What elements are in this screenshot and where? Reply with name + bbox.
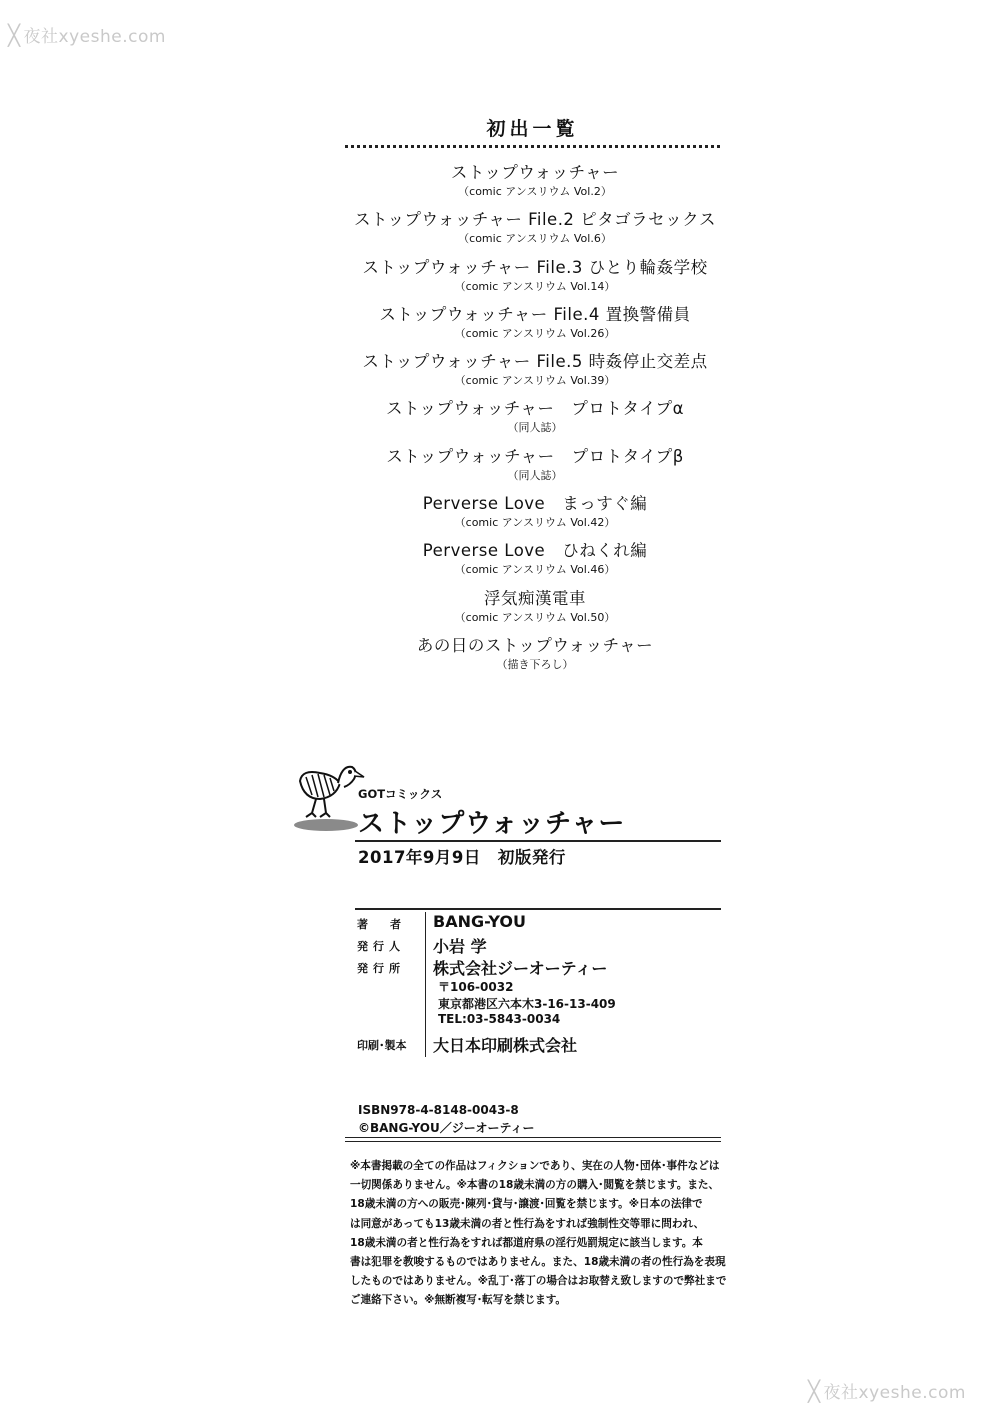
publisher-person: 小岩 学 bbox=[433, 937, 487, 956]
entry-title: Perverse Love ひねくれ編 bbox=[422, 541, 648, 561]
credit-author-row bbox=[355, 912, 721, 934]
entry-title: ストップウォッチャー bbox=[450, 163, 620, 182]
watermark-bottom bbox=[808, 1378, 966, 1403]
entry-title: ストップウォッチャー プロトタイプα bbox=[386, 399, 684, 419]
publisher-name: 株式会社ジーオーティー bbox=[433, 959, 608, 978]
entry-title: 浮気痴漢電車 bbox=[484, 588, 586, 608]
list-item bbox=[300, 162, 770, 209]
notice-rule-thin bbox=[345, 1141, 721, 1142]
list-item bbox=[300, 257, 770, 304]
isbn: ISBN978-4-8148-0043-8 bbox=[358, 1103, 519, 1117]
entry-source: （comic アンスリウム Vol.39） bbox=[454, 374, 616, 388]
notice-rule bbox=[345, 1137, 721, 1138]
watermark-top bbox=[8, 22, 166, 47]
entry-source: （同人誌） bbox=[507, 468, 563, 482]
book-title: ストップウォッチャー bbox=[358, 809, 626, 839]
credit-label: 発行人 bbox=[357, 940, 405, 953]
notice-line: ご連絡下さい。※無断複写･転写を禁じます。 bbox=[350, 1294, 567, 1307]
dotted-divider bbox=[345, 145, 720, 148]
credit-label: 著者 bbox=[357, 918, 423, 931]
publisher-address bbox=[355, 978, 721, 1033]
credit-printer-row bbox=[355, 1033, 721, 1055]
author-name: BANG-YOU bbox=[433, 912, 526, 931]
list-item bbox=[300, 493, 770, 540]
notice-line: ※本書掲載の全ての作品はフィクションであり、実在の人物･団体･事件などは bbox=[350, 1160, 720, 1172]
list-item bbox=[300, 446, 770, 493]
credits-rule bbox=[355, 908, 721, 910]
list-item bbox=[300, 209, 770, 256]
credit-label: 印刷･製本 bbox=[357, 1039, 407, 1052]
list-item bbox=[300, 351, 770, 398]
entry-source: （comic アンスリウム Vol.46） bbox=[454, 563, 616, 577]
list-item bbox=[300, 588, 770, 635]
notice-line: は同意があっても13歳未満の者と性行為をすれば強制性交等罪に問われ、 bbox=[350, 1217, 705, 1230]
watermark-text: 夜社xyeshe.com bbox=[823, 1383, 966, 1403]
legal-notice bbox=[350, 1157, 727, 1311]
notice-line: したものではありません。※乱丁･落丁の場合はお取替え致しますので弊社まで bbox=[350, 1275, 727, 1288]
entry-source: （描き下ろし） bbox=[496, 657, 574, 671]
credit-publisher-row bbox=[355, 956, 721, 978]
title-rule bbox=[355, 840, 721, 842]
credit-label: 発行所 bbox=[357, 962, 405, 975]
entry-title: ストップウォッチャー File.5 時姦停止交差点 bbox=[362, 352, 708, 372]
entry-source: （comic アンスリウム Vol.6） bbox=[458, 232, 612, 246]
entry-source: （同人誌） bbox=[507, 421, 563, 435]
entry-title: ストップウォッチャー プロトタイプβ bbox=[386, 446, 684, 466]
entry-title: ストップウォッチャー File.4 置換警備員 bbox=[379, 304, 691, 324]
postal-code: 〒106-0032 bbox=[438, 980, 514, 994]
printer-name: 大日本印刷株式会社 bbox=[433, 1036, 578, 1055]
notice-line: 18歳未満の方への販売･陳列･貸与･譲渡･回覧を禁じます。※日本の法律で bbox=[350, 1198, 703, 1211]
list-item bbox=[300, 398, 770, 445]
list-item bbox=[300, 540, 770, 587]
first-appearance-heading: 初出一覧 bbox=[486, 118, 579, 140]
first-appearance-list bbox=[300, 162, 770, 682]
watermark-text: 夜社xyeshe.com bbox=[23, 27, 166, 47]
notice-line: 18歳未満の者と性行為をすれば都道府県の淫行処罰規定に該当します。本 bbox=[350, 1236, 703, 1249]
entry-source: （comic アンスリウム Vol.2） bbox=[458, 185, 612, 198]
entry-source: （comic アンスリウム Vol.26） bbox=[454, 326, 616, 340]
notice-line: 一切関係ありません。※本書の18歳未満の方の購入･閲覧を禁じます。また、 bbox=[350, 1179, 720, 1192]
list-item bbox=[300, 304, 770, 351]
entry-source: （comic アンスリウム Vol.50） bbox=[454, 610, 616, 624]
watermark-x-icon: ╳ bbox=[8, 23, 21, 47]
entry-source: （comic アンスリウム Vol.42） bbox=[454, 516, 616, 530]
series-label: GOTコミックス bbox=[358, 787, 443, 801]
list-item bbox=[300, 635, 770, 682]
entry-source: （comic アンスリウム Vol.14） bbox=[454, 279, 616, 293]
credits-block bbox=[355, 912, 721, 1055]
notice-line: 書は犯罪を教唆するものではありません。また、18歳未満の者の性行為を表現 bbox=[350, 1256, 726, 1269]
copyright: ©BANG-YOU／ジーオーティー bbox=[358, 1121, 535, 1135]
publish-date: 2017年9月9日 初版発行 bbox=[358, 848, 566, 867]
address: 東京都港区六本木3-16-13-409 bbox=[438, 997, 616, 1011]
watermark-x-icon: ╳ bbox=[808, 1379, 821, 1403]
entry-title: ストップウォッチャー File.2 ピタゴラセックス bbox=[353, 210, 717, 230]
telephone: TEL:03-5843-0034 bbox=[438, 1012, 561, 1026]
entry-title: ストップウォッチャー File.3 ひとり輪姦学校 bbox=[362, 257, 708, 277]
entry-title: Perverse Love まっすぐ編 bbox=[422, 494, 648, 514]
entry-title: あの日のストップウォッチャー bbox=[416, 635, 654, 655]
credit-publisher-person-row bbox=[355, 934, 721, 956]
